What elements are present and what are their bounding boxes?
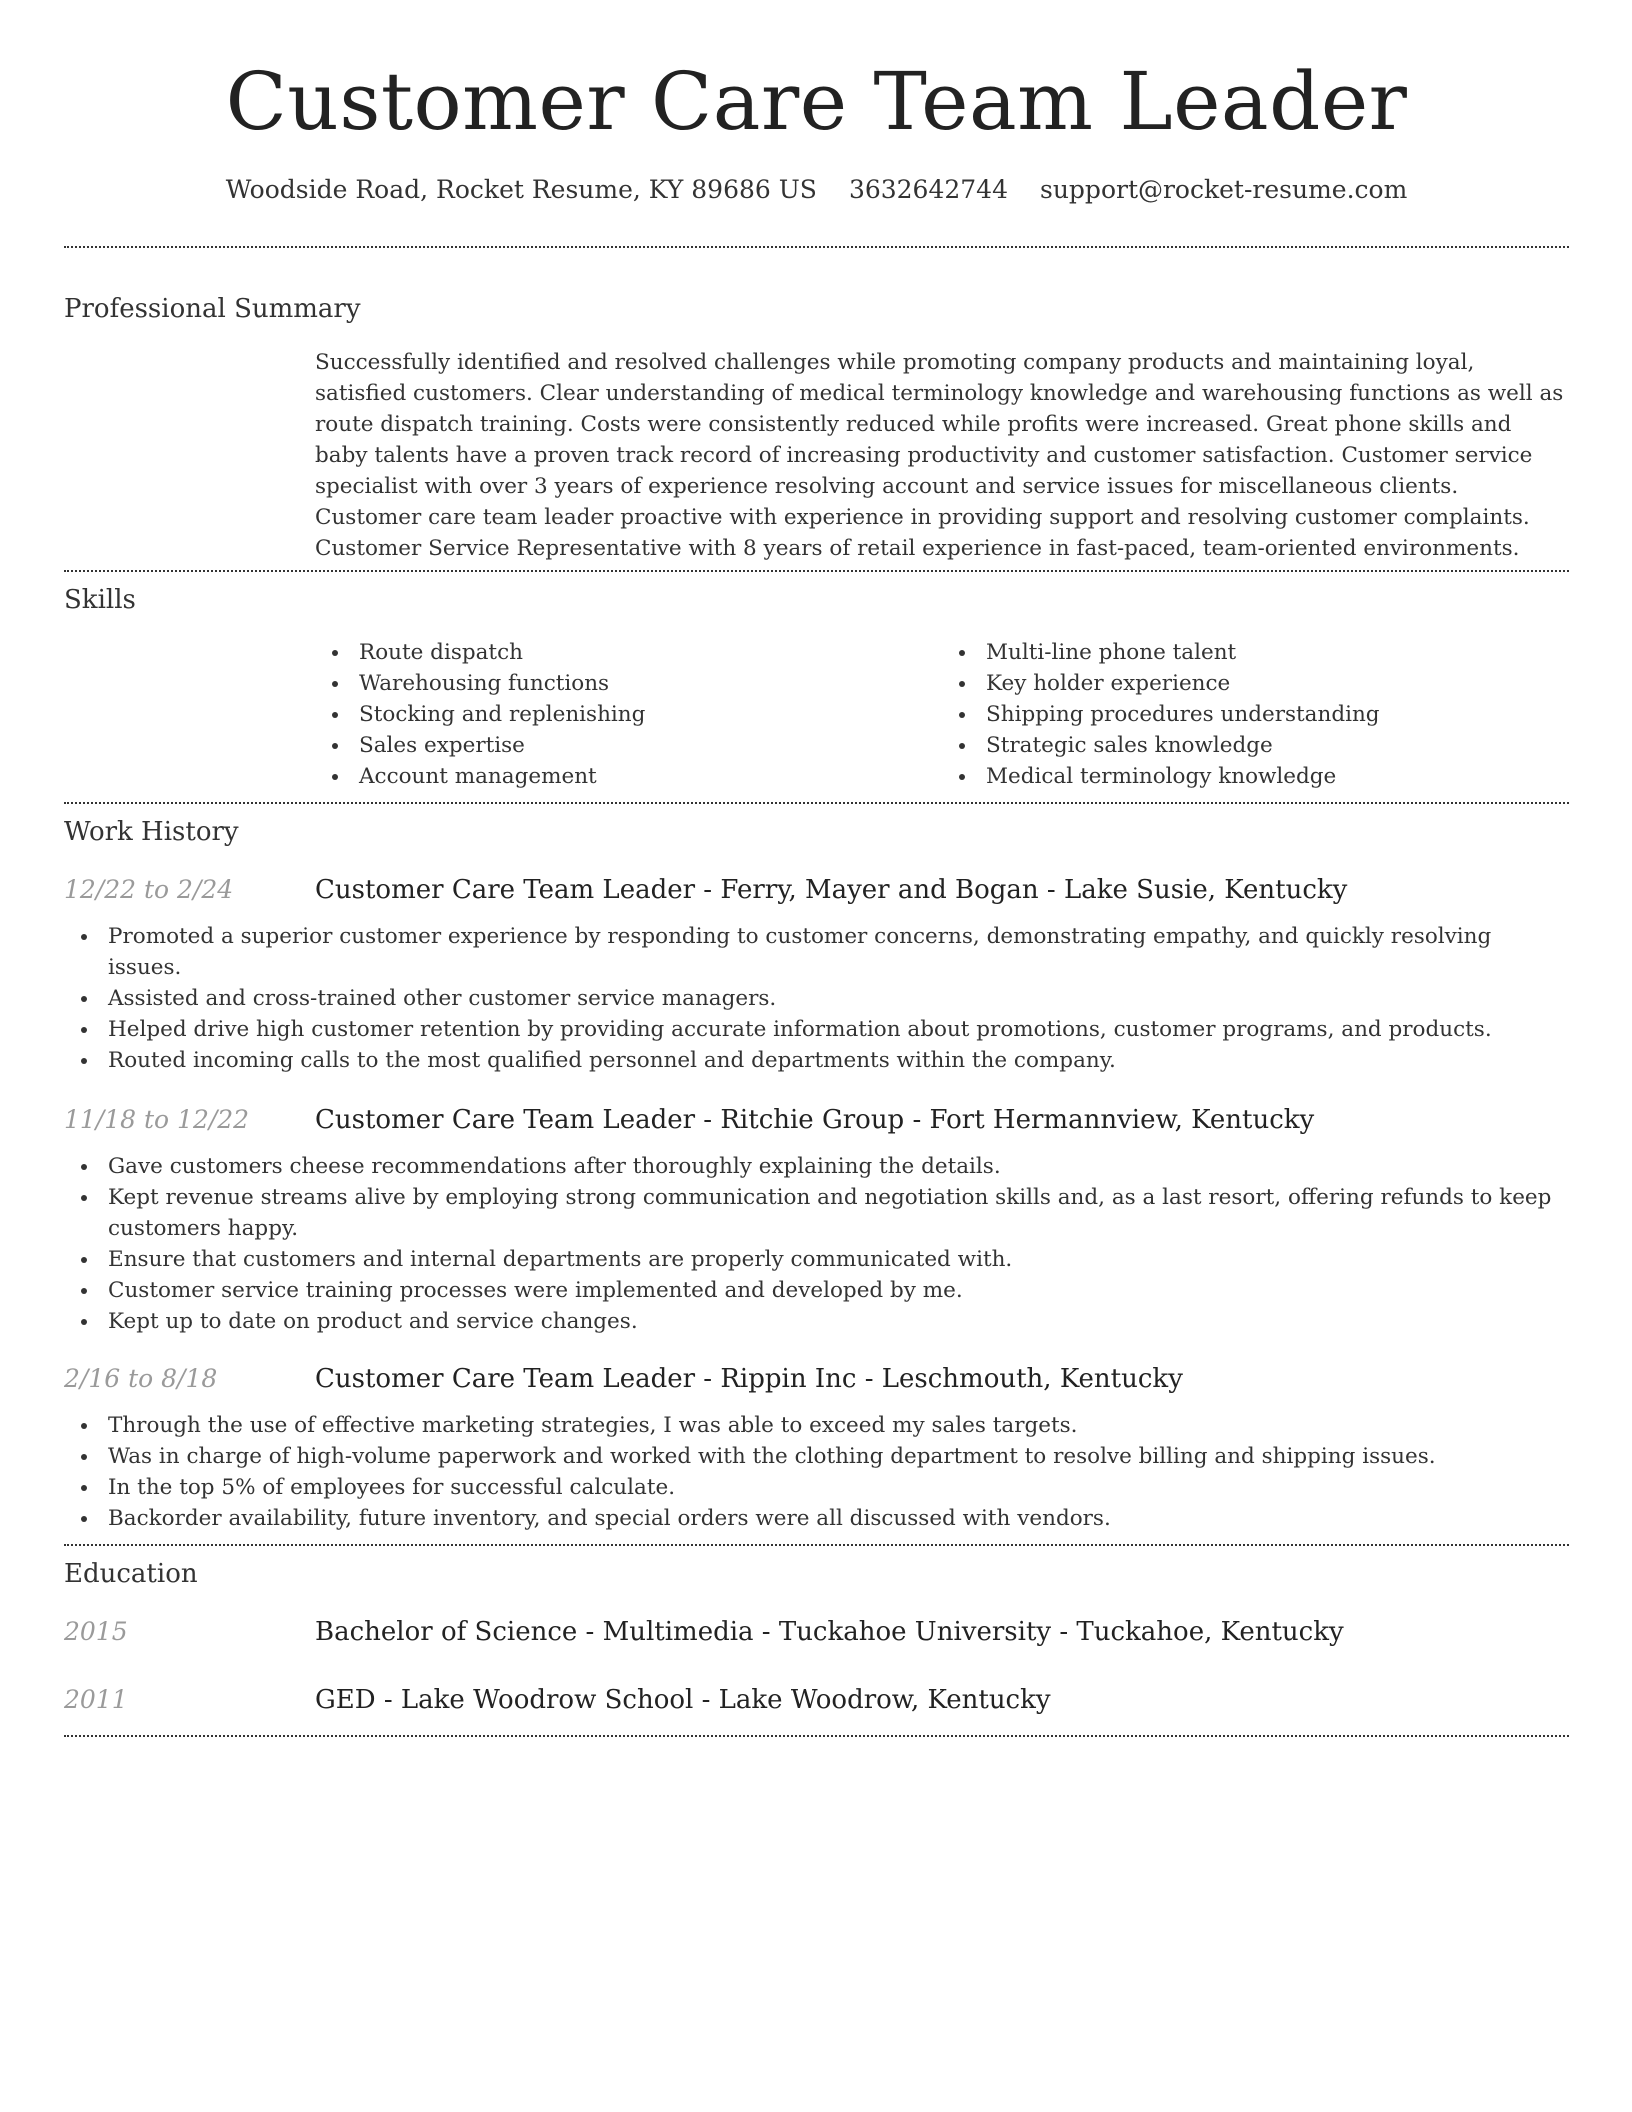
job-heading: Customer Care Team Leader - Ritchie Group - Fort Hermannview, Kentucky	[315, 1105, 1315, 1135]
skill-item: Strategic sales knowledge	[986, 730, 1569, 761]
skill-item: Warehousing functions	[359, 668, 942, 699]
summary-title: Professional Summary	[64, 294, 361, 324]
job-bullet: Promoted a superior customer experience by responding to customer concerns, demonstrating empathy, and quickly resolving issues.	[108, 921, 1569, 983]
resume-header	[64, 0, 1569, 206]
job-bullet: Routed incoming calls to the most qualified personnel and departments within the company.	[108, 1045, 1569, 1076]
skills-column-left	[315, 637, 942, 792]
job-bullet: Kept up to date on product and service changes.	[108, 1306, 1569, 1337]
work-title: Work History	[64, 817, 239, 847]
summary-text: Successfully identified and resolved challenges while promoting company products and maintaining loyal, satisfied customers. Clear understanding of medical terminology knowledge and warehousing functions as well as route dispatch training. Costs were consistently reduced while profits were increased. Great phone skills and baby talents have a proven track record of increasing productivity and customer satisfaction. Customer service specialist with over 3 years of experience resolving account and service issues for miscellaneous clients. Customer care team leader proactive with experience in providing support and resolving customer complaints. Customer Service Representative with 8 years of retail experience in fast-paced, team-oriented environments.	[315, 350, 1564, 561]
job-dates: 2/16 to 8/18	[64, 1364, 218, 1393]
job-heading: Customer Care Team Leader - Rippin Inc - Leschmouth, Kentucky	[315, 1364, 1183, 1394]
job-bullets	[64, 1410, 1569, 1534]
skill-item: Multi-line phone talent	[986, 637, 1569, 668]
contact-address: Woodside Road, Rocket Resume, KY 89686 US	[225, 175, 817, 204]
skill-item: Route dispatch	[359, 637, 942, 668]
skill-item: Account management	[359, 761, 942, 792]
education-section	[64, 1546, 1569, 1717]
work-section	[64, 804, 1569, 1534]
skill-item: Shipping procedures understanding	[986, 699, 1569, 730]
job-bullet: Kept revenue streams alive by employing strong communication and negotiation skills and, as a last resort, offering refunds to keep customers happy.	[108, 1182, 1569, 1244]
education-entry	[64, 1683, 1569, 1717]
candidate-name: Customer Care Team Leader	[225, 55, 1408, 148]
summary-section	[64, 248, 1569, 564]
job-bullet: Customer service training processes were implemented and developed by me.	[108, 1275, 1569, 1306]
job-dates: 11/18 to 12/22	[64, 1105, 250, 1134]
skill-item: Stocking and replenishing	[359, 699, 942, 730]
education-year: 2015	[64, 1617, 128, 1646]
contact-line	[64, 174, 1569, 206]
education-degree: Bachelor of Science - Multimedia - Tuckahoe University - Tuckahoe, Kentucky	[315, 1617, 1344, 1647]
job-entry	[64, 1103, 1569, 1337]
job-bullet: Was in charge of high-volume paperwork and worked with the clothing department to resolve billing and shipping issues.	[108, 1441, 1569, 1472]
contact-phone: 3632642744	[848, 175, 1008, 204]
education-year: 2011	[64, 1685, 128, 1714]
skills-column-right	[942, 637, 1569, 792]
job-header	[64, 1362, 1569, 1396]
section-divider	[64, 1735, 1569, 1737]
job-bullets	[64, 921, 1569, 1076]
job-heading: Customer Care Team Leader - Ferry, Mayer and Bogan - Lake Susie, Kentucky	[315, 875, 1348, 905]
job-dates: 12/22 to 2/24	[64, 875, 234, 904]
skills-section	[64, 572, 1569, 792]
skills-grid	[315, 637, 1569, 792]
job-bullet: In the top 5% of employees for successful calculate.	[108, 1472, 1569, 1503]
job-bullet: Assisted and cross-trained other customer service managers.	[108, 983, 1569, 1014]
education-entry	[64, 1615, 1569, 1649]
skills-title: Skills	[64, 585, 136, 615]
education-degree: GED - Lake Woodrow School - Lake Woodrow, Kentucky	[315, 1685, 1051, 1715]
job-bullet: Gave customers cheese recommendations after thoroughly explaining the details.	[108, 1151, 1569, 1182]
job-bullet: Backorder availability, future inventory, and special orders were all discussed with vendors.	[108, 1503, 1569, 1534]
job-entry	[64, 1362, 1569, 1534]
education-title: Education	[64, 1559, 198, 1589]
job-entry	[64, 873, 1569, 1076]
job-header	[64, 1103, 1569, 1137]
resume-page	[64, 0, 1569, 1737]
skill-item: Medical terminology knowledge	[986, 761, 1569, 792]
job-bullets	[64, 1151, 1569, 1337]
job-bullet: Through the use of effective marketing strategies, I was able to exceed my sales targets.	[108, 1410, 1569, 1441]
job-bullet: Ensure that customers and internal departments are properly communicated with.	[108, 1244, 1569, 1275]
contact-email: support@rocket-resume.com	[1040, 175, 1408, 204]
skill-item: Sales expertise	[359, 730, 942, 761]
job-bullet: Helped drive high customer retention by providing accurate information about promotions, customer programs, and products.	[108, 1014, 1569, 1045]
job-header	[64, 873, 1569, 907]
skill-item: Key holder experience	[986, 668, 1569, 699]
